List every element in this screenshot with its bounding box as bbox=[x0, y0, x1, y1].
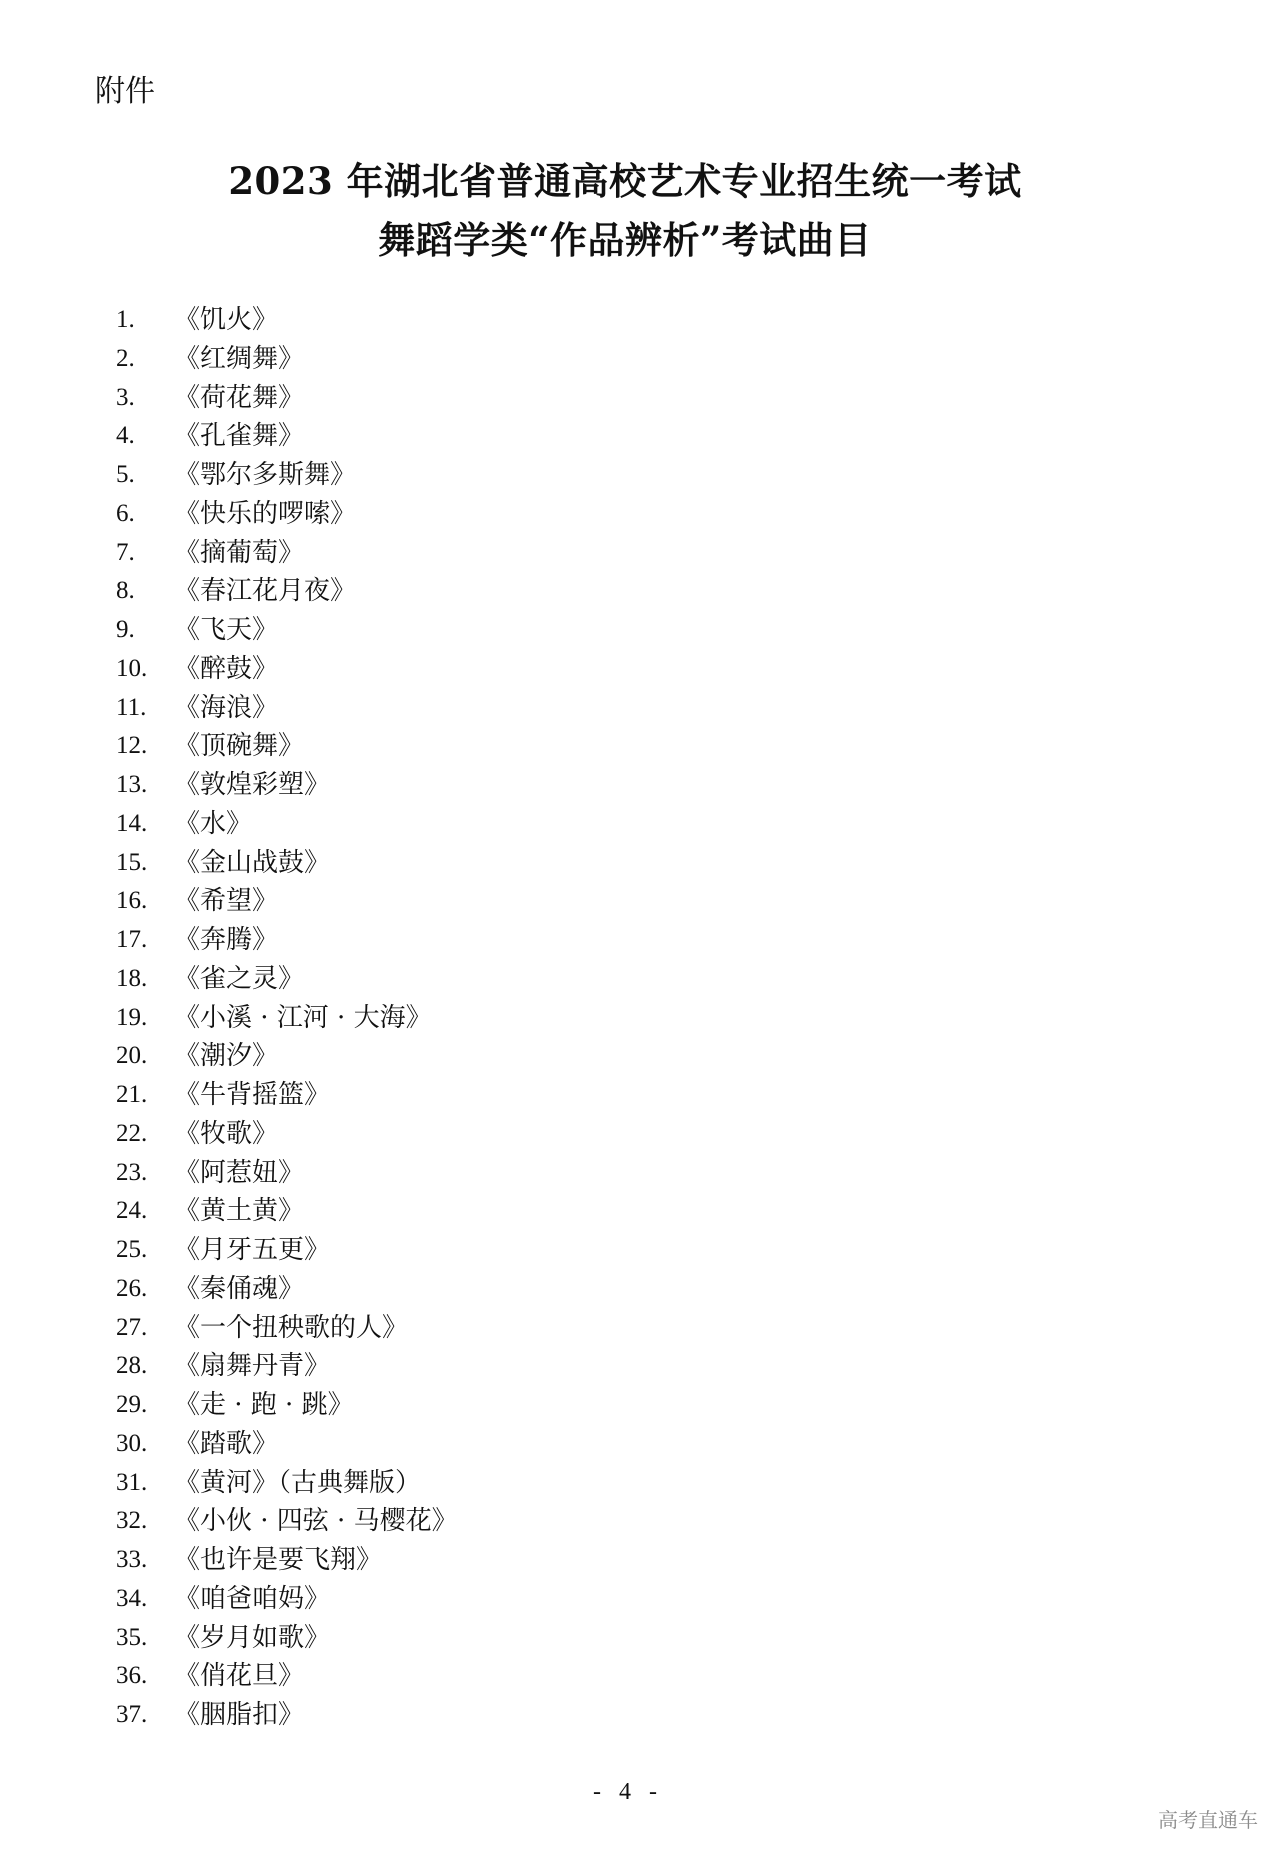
item-number: 1. bbox=[116, 306, 135, 333]
list-item bbox=[116, 1657, 1116, 1696]
works-list bbox=[116, 301, 1116, 1735]
item-number: 26. bbox=[116, 1274, 148, 1302]
item-title: 《荷花舞》 bbox=[174, 382, 305, 413]
item-number: 2. bbox=[116, 344, 135, 372]
item-title: 《月牙五更》 bbox=[174, 1235, 331, 1265]
item-title: 《踏歌》 bbox=[174, 1428, 279, 1459]
item-title: 《海浪》 bbox=[174, 692, 279, 723]
item-number: 24. bbox=[116, 1197, 148, 1225]
list-item bbox=[116, 999, 1116, 1038]
list-item bbox=[116, 844, 1116, 883]
list-item bbox=[116, 689, 1116, 728]
list-item bbox=[116, 379, 1116, 418]
item-title: 《阿惹妞》 bbox=[174, 1157, 305, 1188]
item-number: 28. bbox=[116, 1352, 148, 1380]
item-title: 《饥火》 bbox=[174, 305, 279, 335]
item-number: 15. bbox=[116, 848, 148, 876]
item-number: 21. bbox=[116, 1081, 148, 1108]
list-item bbox=[116, 805, 1116, 844]
item-number: 35. bbox=[116, 1623, 148, 1651]
item-number: 19. bbox=[116, 1003, 148, 1031]
item-title: 《快乐的啰嗦》 bbox=[174, 498, 357, 529]
item-number: 32. bbox=[116, 1507, 148, 1535]
item-number: 5. bbox=[116, 461, 135, 488]
list-item bbox=[116, 727, 1116, 766]
list-item bbox=[116, 495, 1116, 534]
item-title: 《扇舞丹青》 bbox=[174, 1351, 331, 1382]
list-item bbox=[116, 1115, 1116, 1154]
item-number: 3. bbox=[116, 383, 135, 411]
item-number: 8. bbox=[116, 577, 135, 605]
list-item bbox=[116, 1154, 1116, 1193]
list-item bbox=[116, 1270, 1116, 1309]
item-title: 《希望》 bbox=[174, 886, 279, 917]
item-number: 16. bbox=[116, 887, 148, 915]
item-number: 31. bbox=[116, 1468, 148, 1496]
item-number: 17. bbox=[116, 926, 148, 953]
item-title: 《小溪 · 江河 · 大海》 bbox=[174, 1002, 432, 1033]
item-number: 6. bbox=[116, 499, 135, 527]
list-item bbox=[116, 1192, 1116, 1231]
item-number: 7. bbox=[116, 538, 135, 566]
list-item bbox=[116, 1502, 1116, 1541]
list-item bbox=[116, 1309, 1116, 1348]
list-item bbox=[116, 650, 1116, 689]
list-item bbox=[116, 766, 1116, 805]
list-item bbox=[116, 1386, 1116, 1425]
list-item bbox=[116, 921, 1116, 960]
list-item bbox=[116, 1076, 1116, 1115]
item-title: 《小伙 · 四弦 · 马樱花》 bbox=[174, 1506, 458, 1537]
item-title: 《孔雀舞》 bbox=[174, 421, 305, 452]
item-title: 《一个扭秧歌的人》 bbox=[174, 1312, 409, 1343]
item-title: 《飞天》 bbox=[174, 615, 279, 645]
item-number: 9. bbox=[116, 616, 135, 643]
item-title: 《黄土黄》 bbox=[174, 1196, 305, 1227]
list-item bbox=[116, 1580, 1116, 1619]
list-item bbox=[116, 534, 1116, 573]
item-title: 《鄂尔多斯舞》 bbox=[174, 460, 357, 490]
item-number: 33. bbox=[116, 1546, 148, 1573]
item-number: 10. bbox=[116, 654, 148, 682]
list-item bbox=[116, 572, 1116, 611]
list-item bbox=[116, 1464, 1116, 1503]
item-number: 20. bbox=[116, 1042, 148, 1070]
item-title: 《雀之灵》 bbox=[174, 963, 305, 994]
item-number: 27. bbox=[116, 1313, 148, 1341]
list-item bbox=[116, 1231, 1116, 1270]
item-title: 《潮汐》 bbox=[174, 1041, 279, 1072]
item-title: 《黄河》（古典舞版） bbox=[174, 1467, 422, 1498]
document-title bbox=[0, 152, 1250, 270]
item-title: 《奔腾》 bbox=[174, 925, 279, 955]
item-title: 《敦煌彩塑》 bbox=[174, 770, 331, 800]
watermark: 高考直通车 bbox=[1158, 1808, 1258, 1832]
item-title: 《水》 bbox=[174, 808, 253, 839]
title-line-1: 2023 年湖北省普通高校艺术专业招生统一考试 bbox=[228, 159, 1022, 203]
item-title: 《走 · 跑 · 跳》 bbox=[174, 1390, 354, 1420]
list-item bbox=[116, 1619, 1116, 1658]
item-number: 18. bbox=[116, 964, 148, 992]
list-item bbox=[116, 611, 1116, 650]
item-title: 《金山战鼓》 bbox=[174, 847, 331, 878]
item-title: 《胭脂扣》 bbox=[174, 1700, 305, 1730]
item-number: 12. bbox=[116, 732, 148, 760]
item-title: 《醉鼓》 bbox=[174, 653, 279, 684]
item-number: 25. bbox=[116, 1236, 148, 1263]
item-number: 30. bbox=[116, 1429, 148, 1457]
item-title: 《牛背摇篮》 bbox=[174, 1080, 331, 1110]
item-title: 《俏花旦》 bbox=[174, 1661, 305, 1692]
list-item bbox=[116, 1037, 1116, 1076]
item-title: 《红绸舞》 bbox=[174, 343, 305, 374]
item-number: 34. bbox=[116, 1584, 148, 1612]
list-item bbox=[116, 1347, 1116, 1386]
item-number: 13. bbox=[116, 771, 148, 798]
item-number: 29. bbox=[116, 1391, 148, 1418]
item-number: 36. bbox=[116, 1662, 148, 1690]
item-title: 《岁月如歌》 bbox=[174, 1622, 331, 1653]
list-item bbox=[116, 456, 1116, 495]
item-title: 《顶碗舞》 bbox=[174, 731, 305, 762]
item-number: 4. bbox=[116, 422, 135, 450]
item-number: 23. bbox=[116, 1158, 148, 1186]
list-item bbox=[116, 1541, 1116, 1580]
attachment-label: 附件 bbox=[95, 74, 155, 109]
item-number: 11. bbox=[116, 693, 147, 721]
page-number: - 4 - bbox=[593, 1779, 663, 1805]
item-title: 《秦俑魂》 bbox=[174, 1273, 305, 1304]
item-title: 《咱爸咱妈》 bbox=[174, 1583, 331, 1614]
item-title: 《摘葡萄》 bbox=[174, 537, 305, 568]
list-item bbox=[116, 340, 1116, 379]
item-number: 14. bbox=[116, 809, 148, 837]
list-item bbox=[116, 882, 1116, 921]
list-item bbox=[116, 1696, 1116, 1735]
item-title: 《也许是要飞翔》 bbox=[174, 1545, 383, 1575]
list-item bbox=[116, 1425, 1116, 1464]
list-item bbox=[116, 417, 1116, 456]
list-item bbox=[116, 960, 1116, 999]
item-number: 37. bbox=[116, 1701, 148, 1728]
item-number: 22. bbox=[116, 1119, 148, 1147]
list-item bbox=[116, 301, 1116, 340]
title-line-2: 舞蹈学类“作品辨析”考试曲目 bbox=[378, 218, 872, 262]
item-title: 《牧歌》 bbox=[174, 1118, 279, 1149]
item-title: 《春江花月夜》 bbox=[174, 576, 357, 607]
